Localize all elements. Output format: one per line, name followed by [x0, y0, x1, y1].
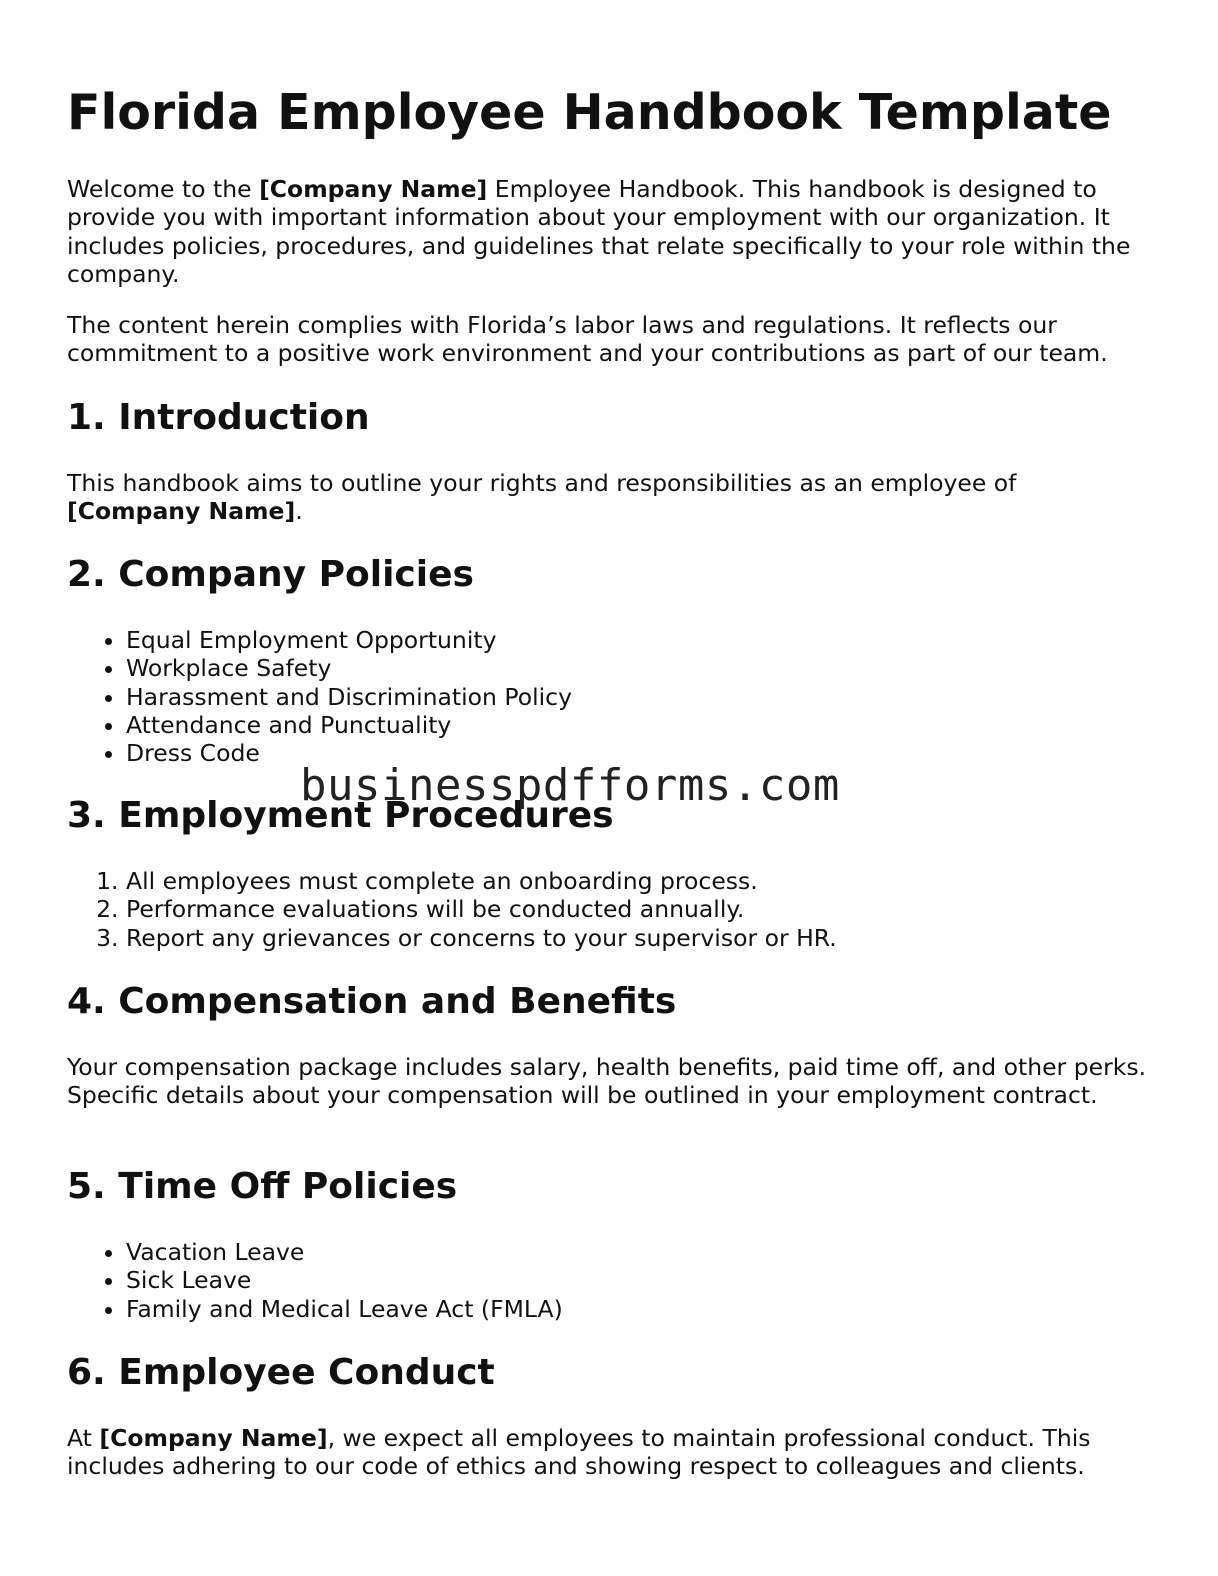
compliance-paragraph: The content herein complies with Florida’s labor laws and regulations. It reflects our commitment to a positive work environment and your contributions as part of our team. [67, 311, 1108, 368]
list-item: • Sick Leave [126, 1266, 563, 1294]
introduction-text: This handbook aims to outline your rights and responsibilities as an employee of [67, 469, 1017, 497]
section-heading-compensation: 4. Compensation and Benefits [67, 981, 677, 1022]
company-name-placeholder: [Company Name] [259, 175, 488, 203]
section-heading-policies: 2. Company Policies [67, 554, 474, 595]
conduct-paragraph [67, 1424, 1147, 1481]
section-heading-procedures: 3. Employment Procedures [67, 795, 614, 836]
list-item: 3. Report any grievances or concerns to your supervisor or HR. [126, 924, 837, 952]
section-heading-conduct: 6. Employee Conduct [67, 1352, 495, 1393]
conduct-text: At [67, 1424, 100, 1452]
section-heading-introduction: 1. Introduction [67, 397, 370, 438]
introduction-paragraph [67, 469, 1147, 526]
list-item: • Dress Code [126, 739, 572, 767]
list-item: • Family and Medical Leave Act (FMLA) [126, 1295, 563, 1323]
page-title: Florida Employee Handbook Template [67, 84, 1112, 141]
welcome-text: Welcome to the [67, 175, 260, 203]
list-item: • Equal Employment Opportunity [126, 626, 572, 654]
procedures-list [67, 867, 837, 952]
welcome-text-rest: Employee Handbook. This handbook is designed to provide you with important information about your employment with our organization. It includes policies, procedures, and guidelines that relate specifically to your role within the company. [67, 175, 1131, 288]
list-item: 2. Performance evaluations will be conducted annually. [126, 895, 837, 923]
conduct-text-rest: , we expect all employees to maintain professional conduct. This includes adhering to our code of ethics and showing respect to colleagues and clients. [67, 1424, 1091, 1481]
company-name-placeholder: [Company Name] [67, 497, 296, 526]
list-item: • Vacation Leave [126, 1238, 563, 1266]
list-item: 1. All employees must complete an onboarding process. [126, 867, 837, 895]
policies-list [67, 626, 572, 767]
compensation-paragraph: Your compensation package includes salary, health benefits, paid time off, and other perks. Specific details about your compensation will be outlined in your employment contract. [67, 1053, 1147, 1110]
welcome-paragraph [67, 175, 1147, 288]
list-item: • Workplace Safety [126, 654, 572, 682]
introduction-text-end: . [295, 497, 303, 526]
time-off-list [67, 1238, 563, 1323]
section-heading-time-off: 5. Time Off Policies [67, 1166, 458, 1207]
list-item: • Attendance and Punctuality [126, 711, 572, 739]
watermark-text: businesspdfforms.com [300, 760, 840, 811]
company-name-placeholder: [Company Name] [99, 1424, 328, 1452]
list-item: • Harassment and Discrimination Policy [126, 683, 572, 711]
